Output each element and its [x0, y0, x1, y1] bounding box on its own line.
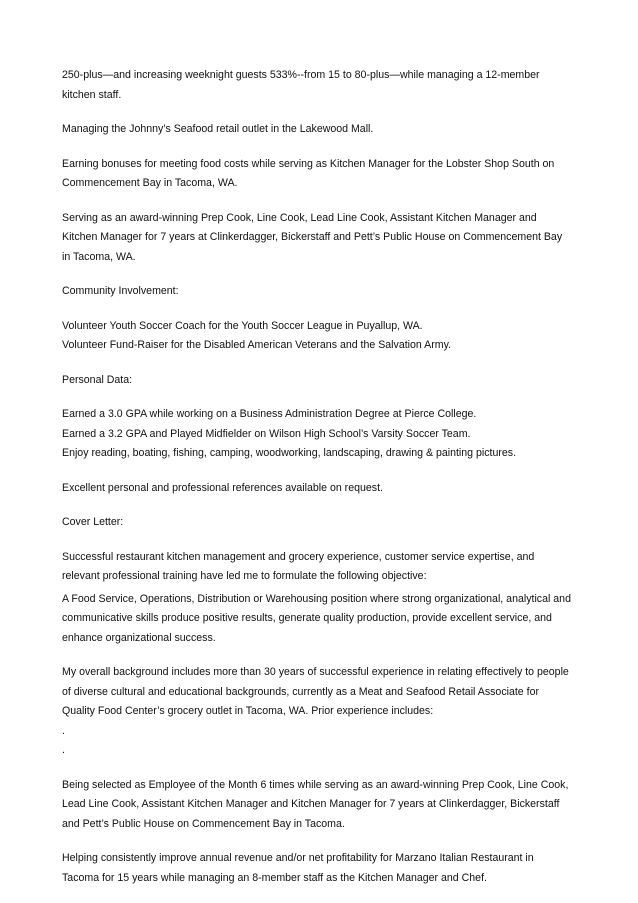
- text-line: Volunteer Fund-Raiser for the Disabled American Veterans and the Salvation Army.: [62, 339, 452, 351]
- text-line: Earned a 3.2 GPA and Played Midfielder on Wilson High School’s Varsity Soccer Team.: [62, 427, 471, 440]
- paragraph-objective: [62, 590, 582, 649]
- heading-community-involvement: [62, 282, 582, 302]
- text-line: Being selected as Employee of the Month 6 times while serving as an award-winning Prep Cook, Line Cook,: [62, 778, 569, 791]
- section-heading: Personal Data:: [62, 373, 133, 386]
- text-line: Earning bonuses for meeting food costs while serving as Kitchen Manager for the Lobster Shop South on: [62, 157, 555, 170]
- text-line: Volunteer Youth Soccer Coach for the Youth Soccer League in Puyallup, WA.: [62, 319, 423, 332]
- section-heading: Cover Letter:: [62, 516, 124, 528]
- bullet-dot: .: [62, 724, 65, 737]
- paragraph-marzano: [62, 849, 582, 888]
- bullet-dot: .: [62, 744, 65, 756]
- paragraph-education-hobbies: [62, 405, 582, 464]
- text-line: Tacoma for 15 years while managing an 8-member staff as the Kitchen Manager and Chef.: [62, 871, 487, 884]
- text-line: in Tacoma, WA.: [62, 250, 136, 263]
- text-line: of diverse cultural and educational backgrounds, currently as a Meat and Seafood Retail Associate for: [62, 685, 539, 698]
- text-line: My overall background includes more than 30 years of successful experience in relating effectively to people: [62, 666, 569, 678]
- text-line: Enjoy reading, boating, fishing, camping, woodworking, landscaping, drawing & painting pictures.: [62, 447, 517, 459]
- text-line: and Pett’s Public House on Commencement Bay in Tacoma.: [62, 817, 345, 830]
- text-line: Excellent personal and professional references available on request.: [62, 481, 383, 494]
- text-line: A Food Service, Operations, Distribution or Warehousing position where strong organizational, analytical and: [62, 592, 571, 605]
- section-heading: Community Involvement:: [62, 285, 179, 297]
- text-line: Successful restaurant kitchen management and grocery experience, customer service expertise, and: [62, 550, 535, 563]
- paragraph-background: [62, 663, 582, 761]
- heading-personal-data: [62, 371, 582, 391]
- text-line: enhance organizational success.: [62, 631, 216, 644]
- paragraph-lobster-shop: [62, 155, 582, 194]
- paragraph-volunteer: [62, 317, 582, 356]
- text-line: 250-plus—and increasing weeknight guests 533%--from 15 to 80-plus—while managing a 12-member: [62, 69, 540, 81]
- text-line: Managing the Johnny’s Seafood retail outlet in the Lakewood Mall.: [62, 123, 374, 135]
- paragraph-clinkerdagger: [62, 209, 582, 268]
- heading-cover-letter: [62, 513, 582, 533]
- document-page: [62, 66, 582, 903]
- text-line: Helping consistently improve annual revenue and/or net profitability for Marzano Italian Restaurant in: [62, 852, 534, 864]
- text-line: Quality Food Center’s grocery outlet in Tacoma, WA. Prior experience includes:: [62, 705, 434, 717]
- text-line: Serving as an award-winning Prep Cook, Line Cook, Lead Line Cook, Assistant Kitchen Manager and: [62, 211, 537, 224]
- text-line: Lead Line Cook, Assistant Kitchen Manager and Kitchen Manager for 7 years at Clinkerdagger, Bickerstaff: [62, 798, 560, 810]
- paragraph-objective-intro: [62, 548, 582, 587]
- text-line: Commencement Bay in Tacoma, WA.: [62, 177, 238, 189]
- text-line: Earned a 3.0 GPA while working on a Business Administration Degree at Pierce College.: [62, 408, 477, 420]
- paragraph-weeknight-guests: [62, 66, 582, 105]
- text-line: communicative skills produce positive results, generate quality production, provide excellent service, and: [62, 612, 552, 624]
- paragraph-employee-of-month: [62, 776, 582, 835]
- text-line: kitchen staff.: [62, 88, 122, 101]
- text-line: relevant professional training have led me to formulate the following objective:: [62, 570, 427, 582]
- paragraph-references: [62, 479, 582, 499]
- paragraph-johnnys-seafood: [62, 120, 582, 140]
- text-line: Kitchen Manager for 7 years at Clinkerdagger, Bickerstaff and Pett’s Public House on Commencement Bay: [62, 231, 563, 243]
